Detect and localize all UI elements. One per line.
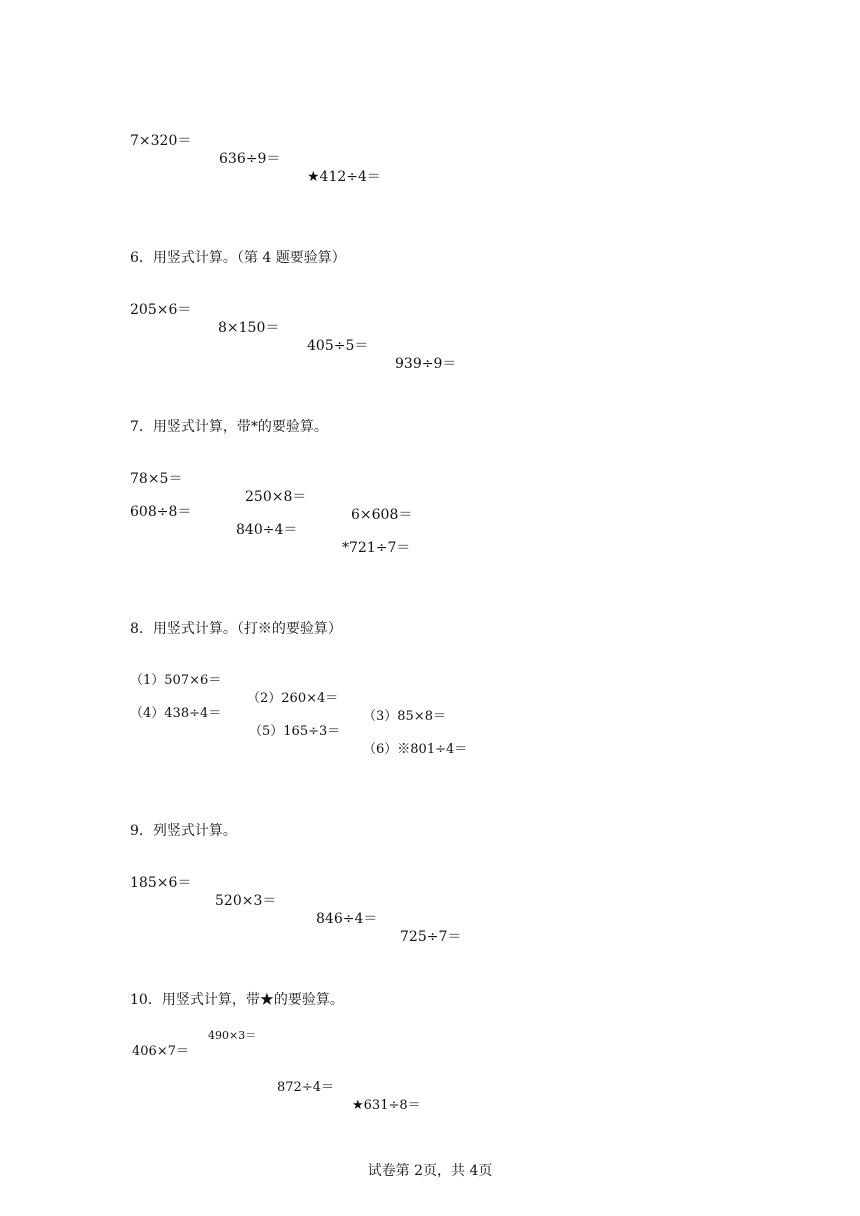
problem: 846÷4＝ xyxy=(316,911,378,927)
problem: 7×320＝ xyxy=(130,133,192,149)
problem: 250×8＝ xyxy=(245,489,307,505)
problem: 520×3＝ xyxy=(215,893,277,909)
question-6-title: 6．用竖式计算。（第 4 题要验算） xyxy=(130,250,346,266)
question-9-title: 9．列竖式计算。 xyxy=(130,823,237,839)
problem-row xyxy=(0,283,457,373)
problem: （5）165÷3＝ xyxy=(249,724,341,739)
problem: 406×7＝ xyxy=(132,1044,189,1059)
problem-row xyxy=(0,1025,421,1115)
problem: （2）260×4＝ xyxy=(247,691,339,706)
problem: 608÷8＝ xyxy=(130,504,192,520)
problem: 405÷5＝ xyxy=(307,338,369,354)
problem: 939÷9＝ xyxy=(395,356,457,372)
page-footer: 试卷第 2页，共 4页 xyxy=(367,1163,493,1179)
problem: 6×608＝ xyxy=(351,507,413,523)
problem: *721÷7＝ xyxy=(342,540,411,556)
problem: （4）438÷4＝ xyxy=(130,706,222,721)
problem: 872÷4＝ xyxy=(277,1080,334,1095)
question-10-title: 10．用竖式计算，带★的要验算。 xyxy=(130,992,344,1008)
problem: （1）507×6＝ xyxy=(130,673,222,688)
question-8-title: 8．用竖式计算。（打※的要验算） xyxy=(130,621,342,637)
problem: 78×5＝ xyxy=(130,471,183,487)
problem: 8×150＝ xyxy=(218,320,280,336)
problem: ★631÷8＝ xyxy=(352,1098,421,1113)
problem-row xyxy=(0,856,462,946)
question-7-title: 7．用竖式计算，带*的要验算。 xyxy=(130,419,328,435)
problem: 725÷7＝ xyxy=(400,929,462,945)
problem: 185×6＝ xyxy=(130,875,192,891)
problem: 205×6＝ xyxy=(130,302,192,318)
problem: （6）※801÷4＝ xyxy=(363,742,468,757)
problem: 840÷4＝ xyxy=(236,522,298,538)
problem: 490×3＝ xyxy=(208,1029,257,1042)
problem: （3）85×8＝ xyxy=(363,709,446,724)
problem: 636÷9＝ xyxy=(219,151,281,167)
problem-row xyxy=(0,114,381,186)
problem: ★412÷4＝ xyxy=(307,169,381,185)
